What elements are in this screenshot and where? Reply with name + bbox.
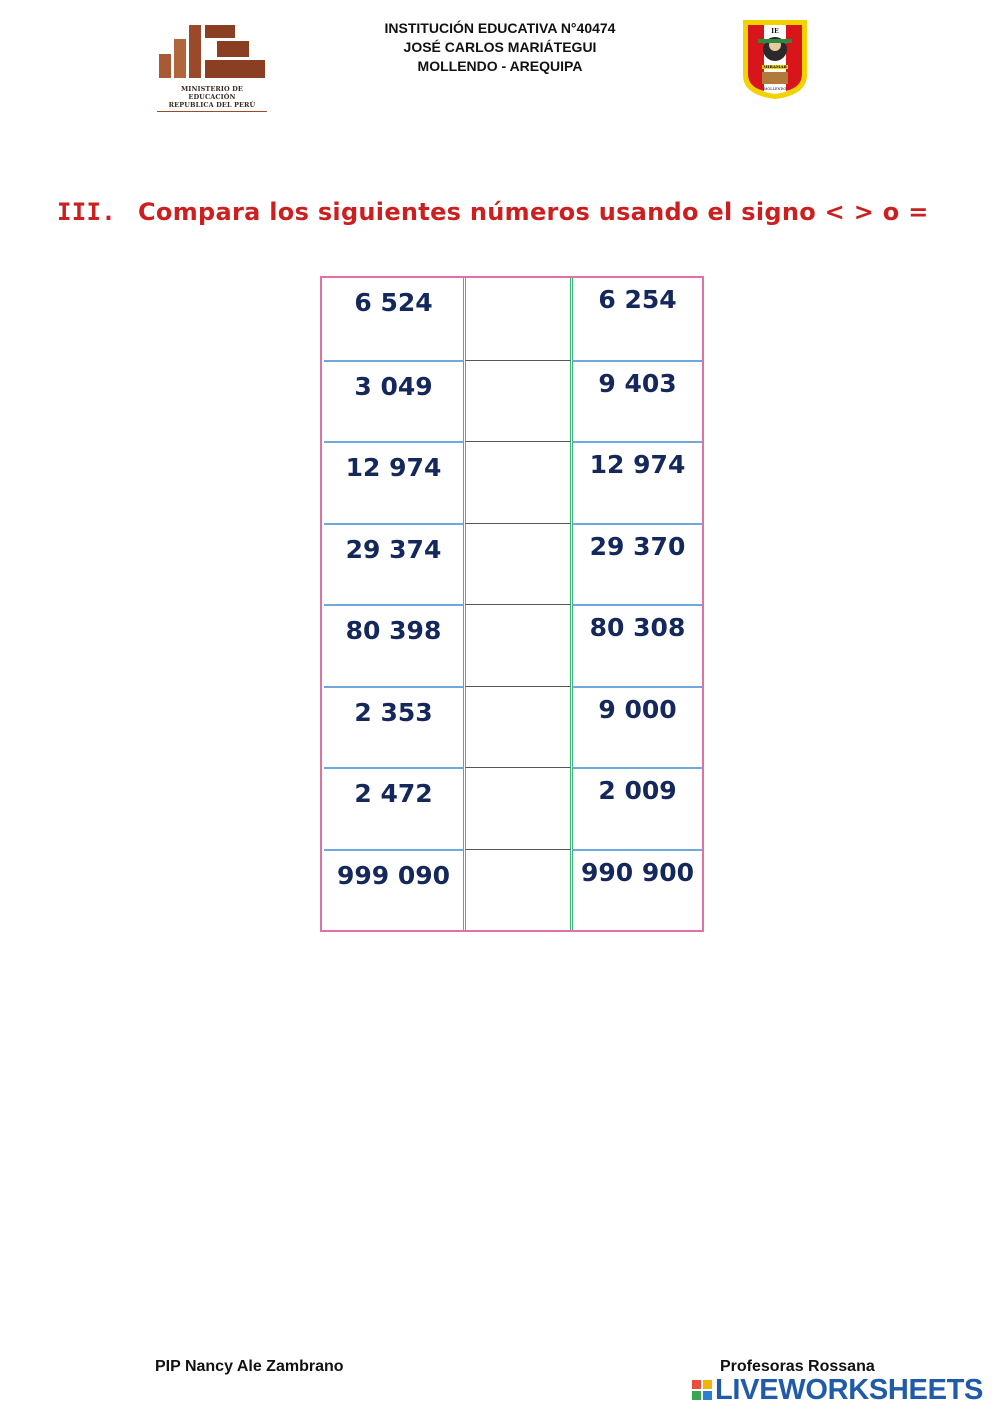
- school-name-line1: INSTITUCIÓN EDUCATIVA N°40474: [384, 20, 616, 36]
- left-number-cell: [324, 686, 464, 767]
- crest-shield-icon: [740, 17, 810, 101]
- sign-answer-box: [466, 442, 570, 452]
- ministry-caption-line1: MINISTERIO DE EDUCACIÓN: [181, 85, 243, 101]
- sign-answer-box-cell[interactable]: [465, 604, 571, 686]
- left-number: 3 049: [354, 372, 433, 401]
- liveworksheets-logo: [692, 1375, 983, 1405]
- school-name-line2: JOSÉ CARLOS MARIÁTEGUI: [403, 39, 597, 55]
- left-number: 12 974: [345, 453, 442, 482]
- liveworksheets-wordmark: LIVEWORKSHEETS: [715, 1374, 984, 1406]
- school-crest: [740, 17, 810, 101]
- right-number-cell: [572, 686, 702, 767]
- school-header: [340, 19, 660, 76]
- left-number: 2 353: [354, 698, 433, 727]
- right-number: 2 009: [598, 776, 677, 805]
- right-number-cell: [572, 278, 702, 360]
- crest-base-text: MOLLENDO: [763, 87, 787, 91]
- footer-teachers: Profesoras Rossana: [720, 1358, 875, 1375]
- instruction-heading: [57, 198, 929, 226]
- right-number: 80 308: [589, 613, 686, 642]
- sign-answer-box: [466, 605, 570, 615]
- crest-bottom-text: MIRAMAR: [763, 64, 787, 69]
- footer-author: PIP Nancy Ale Zambrano: [155, 1358, 344, 1375]
- left-number-cell: [324, 523, 464, 604]
- school-location: MOLLENDO - AREQUIPA: [417, 58, 583, 74]
- sign-answer-box-cell[interactable]: [465, 441, 571, 523]
- right-number: 9 000: [598, 695, 677, 724]
- left-number-cell: [324, 278, 464, 360]
- left-number-cell: [324, 441, 464, 523]
- left-number-cell: [324, 360, 464, 441]
- right-number-cell: [572, 441, 702, 523]
- sign-answer-box: [466, 361, 570, 371]
- comparison-table: [320, 276, 704, 932]
- right-number-cell: [572, 767, 702, 849]
- right-number: 12 974: [589, 450, 686, 479]
- sign-answer-box: [466, 524, 570, 534]
- left-number: 2 472: [354, 779, 433, 808]
- right-number-cell: [572, 604, 702, 686]
- left-number-cell: [324, 767, 464, 849]
- left-number: 999 090: [336, 861, 451, 890]
- sign-answer-box: [466, 768, 570, 778]
- left-number-cell: [324, 849, 464, 930]
- ministry-logo-bars: [157, 22, 267, 84]
- ministry-caption-line2: REPUBLICA DEL PERÚ: [157, 101, 267, 112]
- sign-answer-box-cell[interactable]: [465, 523, 571, 604]
- sign-answer-box-cell[interactable]: [465, 278, 571, 360]
- crest-top-text: IE: [771, 28, 779, 35]
- sign-answer-box: [466, 687, 570, 697]
- liveworksheets-blocks-icon: [692, 1380, 712, 1400]
- right-number: 29 370: [589, 532, 686, 561]
- sign-answer-box: [466, 278, 570, 288]
- sign-answer-box-cell[interactable]: [465, 849, 571, 930]
- right-number-cell: [572, 360, 702, 441]
- sign-answer-box-cell[interactable]: [465, 360, 571, 441]
- ministry-logo: [157, 22, 267, 108]
- sign-answer-box-cell[interactable]: [465, 686, 571, 767]
- left-number: 6 524: [354, 288, 433, 317]
- right-number: 6 254: [598, 285, 677, 314]
- sign-answer-box-cell[interactable]: [465, 767, 571, 849]
- left-number: 80 398: [345, 616, 442, 645]
- instruction-text: Compara los siguientes números usando el signo < > o =: [138, 198, 929, 226]
- left-number-cell: [324, 604, 464, 686]
- right-number-cell: [572, 523, 702, 604]
- right-number: 9 403: [598, 369, 677, 398]
- right-number-cell: [572, 849, 702, 930]
- left-number: 29 374: [345, 535, 442, 564]
- right-number: 990 900: [580, 858, 695, 887]
- sign-answer-box: [466, 850, 570, 860]
- instruction-number: III.: [57, 198, 116, 226]
